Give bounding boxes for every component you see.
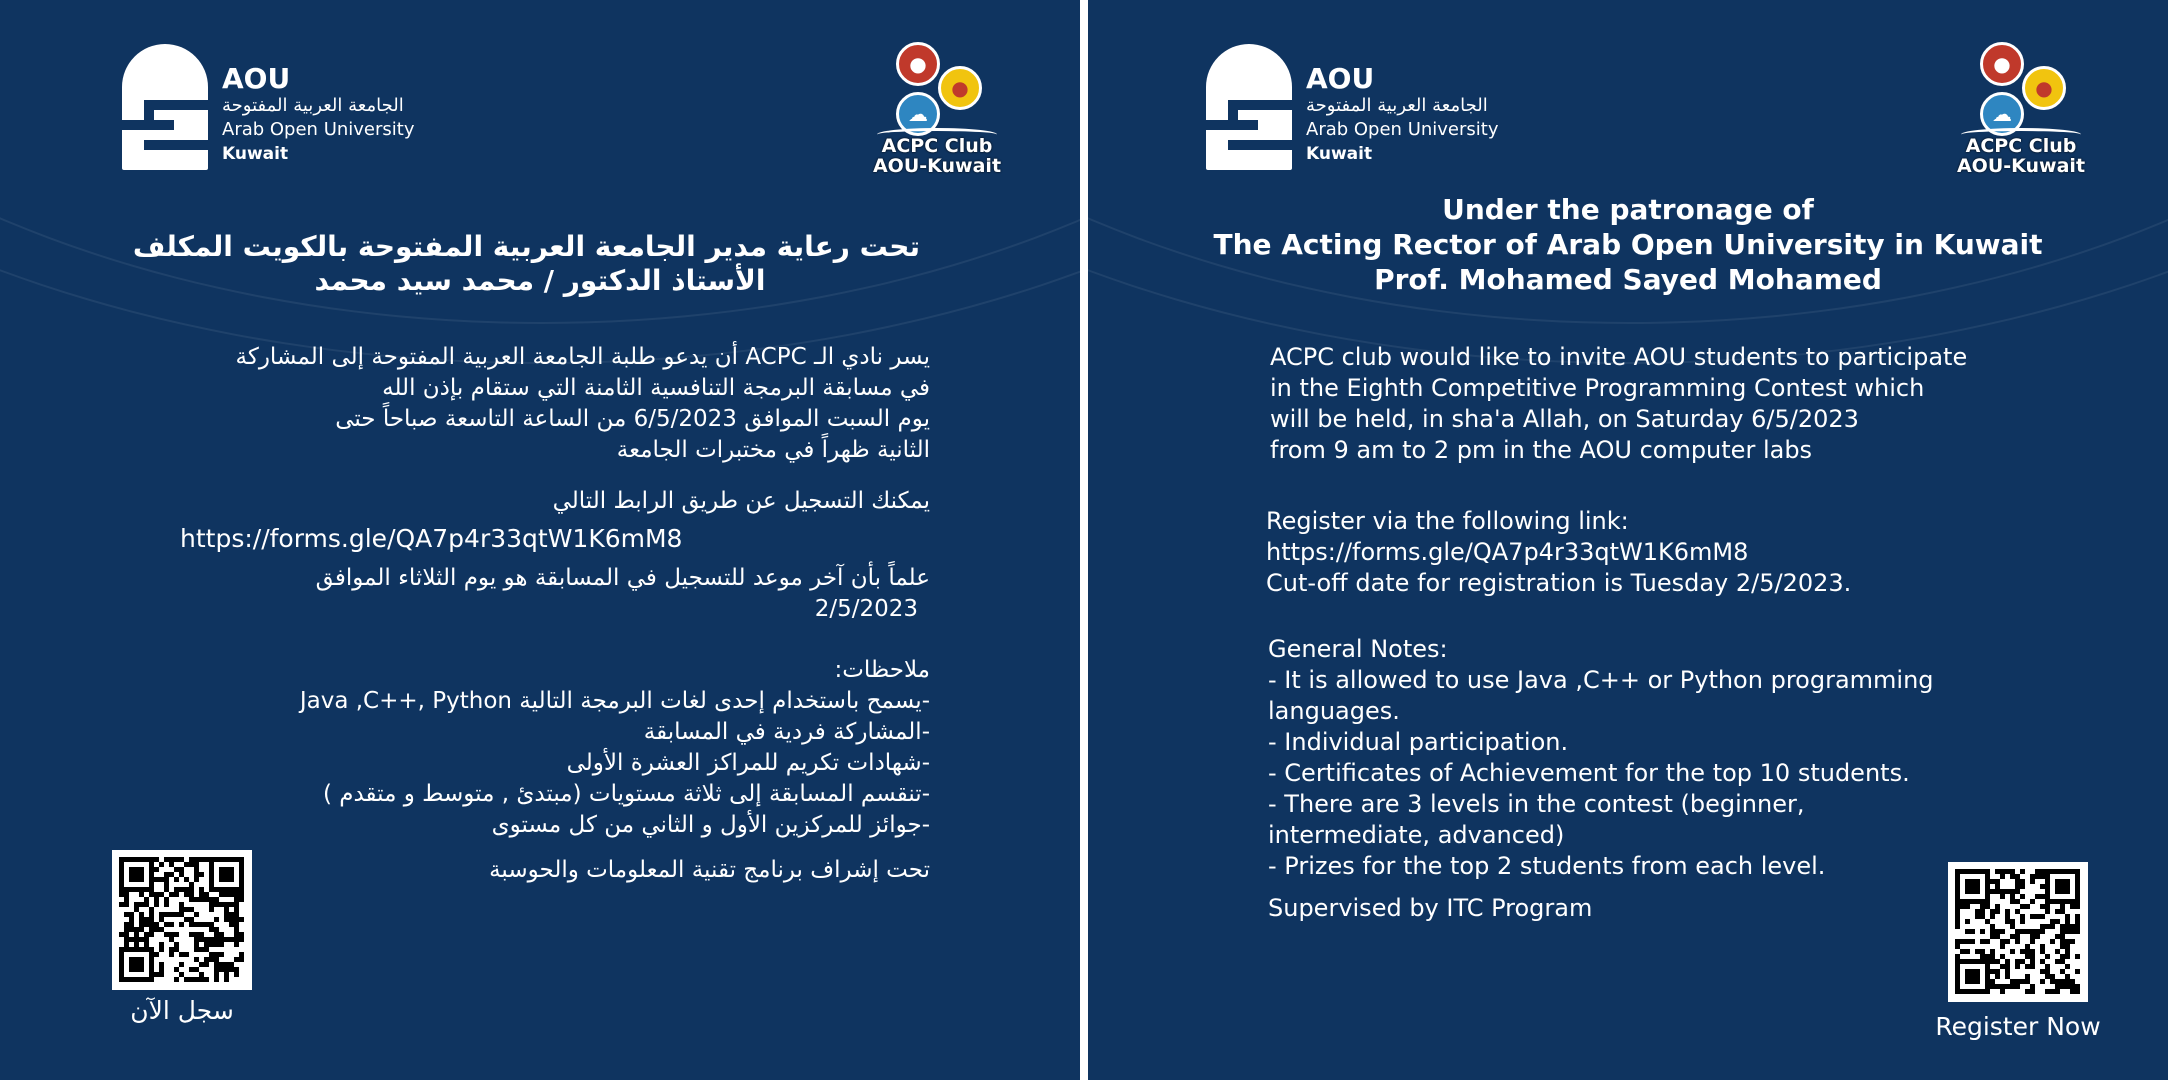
aou-abbr: AOU: [222, 62, 291, 95]
panel-divider: [1080, 0, 1088, 1080]
supervision-text: Supervised by ITC Program: [1268, 894, 1593, 922]
notes-title: ملاحظات:: [834, 657, 930, 683]
registration-link[interactable]: https://forms.gle/QA7p4r33qtW1K6mM8: [1266, 538, 1749, 566]
list-item: - Individual participation.: [1268, 728, 1569, 756]
list-item: - There are 3 levels in the contest (beginner,: [1268, 790, 1805, 818]
cloud-icon: ☁: [896, 92, 940, 136]
list-item: - Prizes for the top 2 students from each level.: [1268, 852, 1826, 880]
register-info: [1266, 506, 1851, 599]
list-item: intermediate, advanced): [1268, 821, 1565, 849]
aou-branch: Kuwait: [222, 144, 289, 164]
acpc-logo-line1: ACPC Club: [881, 135, 993, 157]
acpc-logo-line1: ACPC Club: [1965, 135, 2077, 157]
notes-list: [140, 686, 930, 841]
list-item: -المشاركة فردية في المسابقة: [643, 719, 930, 745]
register-now-caption: سجل الآن: [130, 996, 234, 1025]
list-item: -شهادات تكريم للمراكز العشرة الأولى: [566, 750, 930, 776]
english-flyer-panel: [1088, 0, 2168, 1080]
aou-arabic-name: الجامعة العربية المفتوحة: [222, 95, 404, 116]
registration-link[interactable]: https://forms.gle/QA7p4r33qtW1K6mM8: [180, 524, 683, 553]
cloud-icon: ☁: [1980, 92, 2024, 136]
invitation-text: ACPC club would like to invite AOU students to participate in the Eighth Competitive Programming Contest which will be held, in sha'a Allah, on Saturday 6/5/2023 from 9 am to 2 pm in the AOU computer labs: [1270, 343, 1968, 464]
patronage-heading: Under the patronage of The Acting Rector of Arab Open University in Kuwait Prof. Mohamed Sayed Mohamed: [1213, 193, 2043, 296]
notes-list: [1268, 634, 1934, 882]
register-now-caption: Register Now: [1935, 1012, 2101, 1041]
acpc-club-logo: [1956, 40, 2086, 180]
list-item: - It is allowed to use Java ,C++ or Python programming: [1268, 666, 1934, 694]
list-item: -يسمح باستخدام إحدى لغات البرمجة التالية Java ,C++, Python: [299, 688, 930, 714]
list-item: languages.: [1268, 697, 1400, 725]
list-item: -تنقسم المسابقة إلى ثلاثة مستويات (مبتدئ , متوسط و متقدم ): [322, 781, 930, 807]
qr-pattern: [1948, 862, 2087, 1001]
deadline-text: Cut-off date for registration is Tuesday 2/5/2023.: [1266, 569, 1852, 597]
lightbulb-icon: ●: [2022, 66, 2066, 110]
lightbulb-icon: ●: [1980, 42, 2024, 86]
qr-code[interactable]: [1948, 862, 2088, 1002]
register-label: يمكنك التسجيل عن طريق الرابط التالي: [552, 488, 930, 514]
acpc-logo-line2: AOU-Kuwait: [872, 155, 1002, 177]
register-label: Register via the following link:: [1266, 507, 1629, 535]
notes-title: General Notes:: [1268, 635, 1448, 663]
lightbulb-icon: ●: [938, 66, 982, 110]
aou-abbr: AOU: [1306, 62, 1375, 95]
aou-arch-logo-icon: [122, 44, 208, 170]
acpc-logo-line2: AOU-Kuwait: [1956, 155, 2086, 177]
invitation-text: يسر نادي الـ ACPC أن يدعو طلبة الجامعة العربية المفتوحة إلى المشاركة في مسابقة البرمجة التنافسية الثامنة التي ستقام بإذن الله يوم السبت الموافق 6/5/2023 من الساعة التاسعة صباحاً حتى الثانية ظهراً في مختبرات الجامعة: [235, 344, 930, 463]
aou-branch: Kuwait: [1306, 144, 1373, 164]
qr-code[interactable]: [112, 850, 252, 990]
patronage-heading: تحت رعاية مدير الجامعة العربية المفتوحة بالكويت المكلف الأستاذ الدكتور / محمد سيد محمد: [132, 230, 920, 297]
supervision-text: تحت إشراف برنامج تقنية المعلومات والحوسبة: [489, 857, 930, 883]
qr-pattern: [112, 850, 251, 989]
aou-english-name: Arab Open University: [222, 119, 415, 140]
acpc-club-logo: [872, 40, 1002, 180]
list-item: - Certificates of Achievement for the top 10 students.: [1268, 759, 1910, 787]
arabic-flyer-panel: [0, 0, 1080, 1080]
aou-arabic-name: الجامعة العربية المفتوحة: [1306, 95, 1488, 116]
aou-english-name: Arab Open University: [1306, 119, 1499, 140]
list-item: -جوائز للمركزين الأول و الثاني من كل مستوى: [491, 812, 930, 838]
lightbulb-icon: ●: [896, 42, 940, 86]
aou-arch-logo-icon: [1206, 44, 1292, 170]
deadline-text: علماً بأن آخر موعد للتسجيل في المسابقة هو يوم الثلاثاء الموافق 2/5/2023: [315, 565, 930, 622]
